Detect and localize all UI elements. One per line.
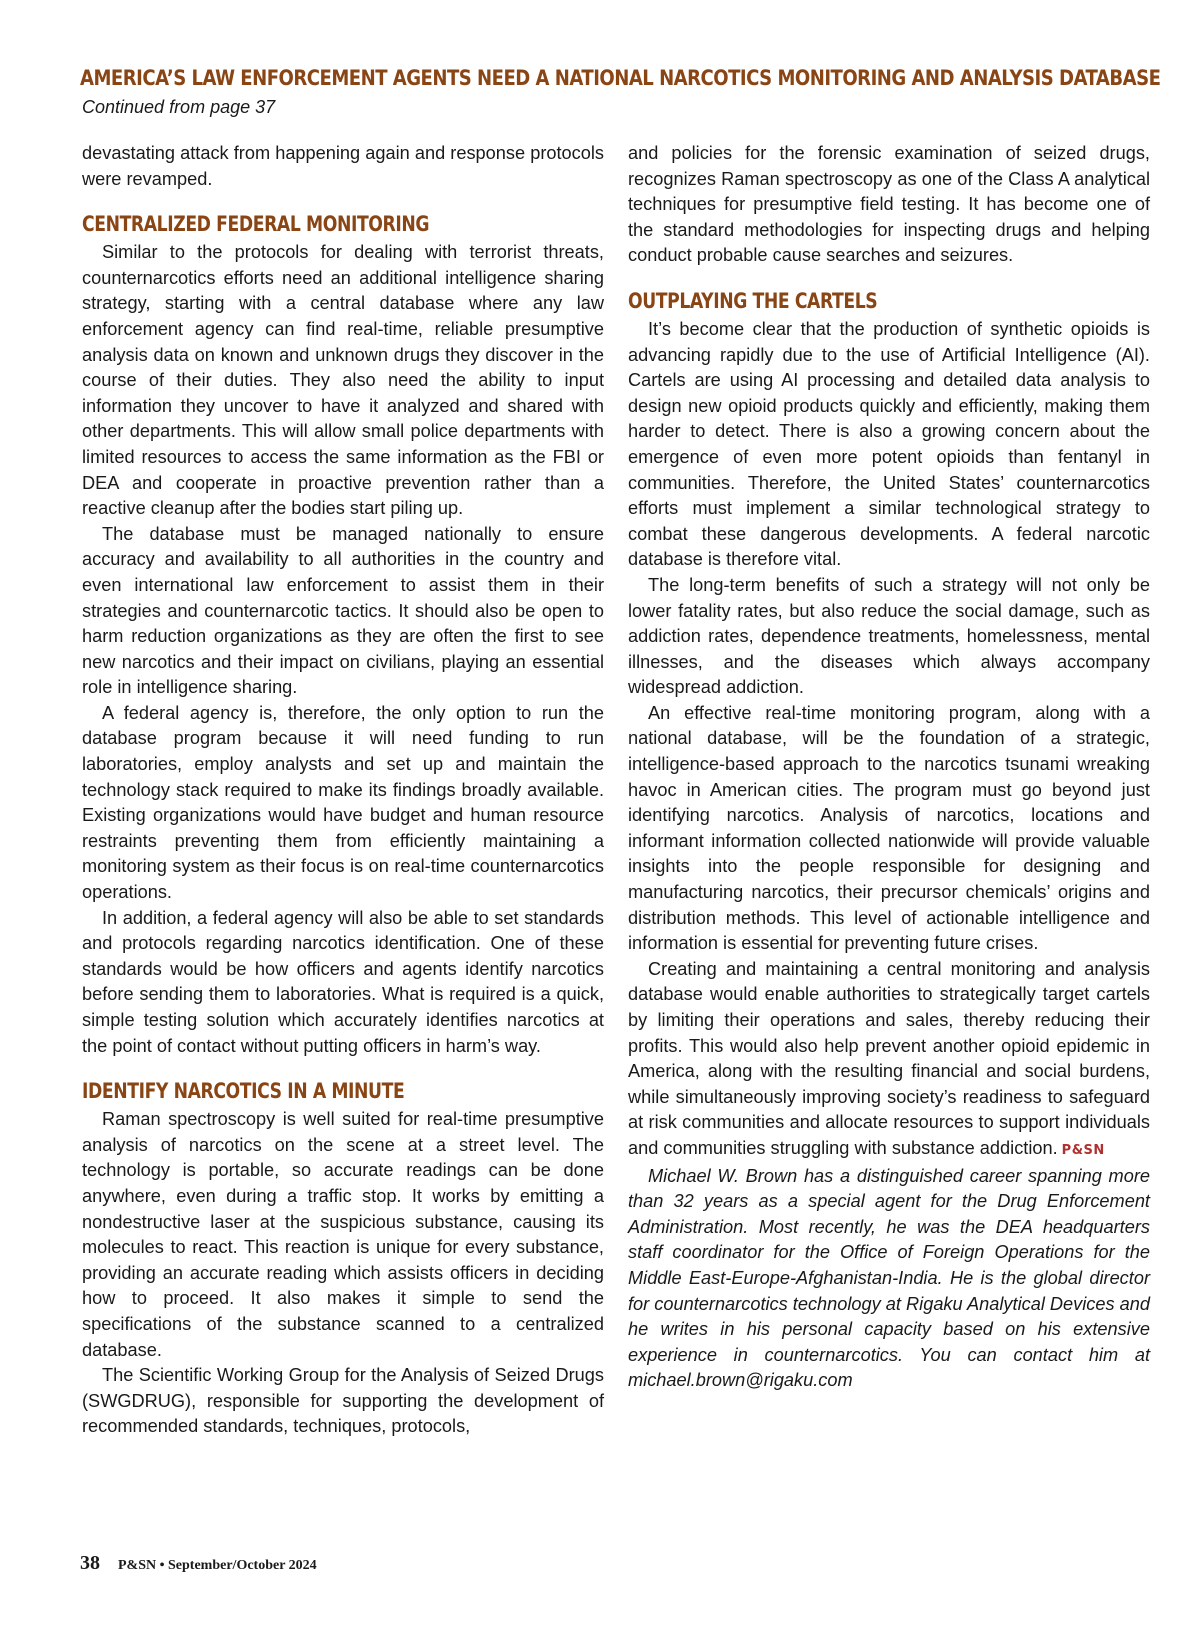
body-paragraph: In addition, a federal agency will also be able to set standards and protocols regarding narcotics identification. One of these standards would be how officers and agents identify narcotics before sending them to laboratories. What is required is a quick, simple testing solution which accurately identifies narcotics at the point of contact without putting officers in harm’s way. [82, 907, 604, 1056]
body-paragraph: Similar to the protocols for dealing with terrorist threats, counternarcotics efforts need an additional intelligence sharing strategy, starting with a central database where any law enforcement agency can find real-time, reliable presumptive analysis data on known and unknown drugs they discover in the course of their duties. They also need the ability to input information they uncover to have it analyzed and shared with other departments. This will allow small police departments with limited resources to access the same information as the FBI or DEA and cooperate in proactive prevention rather than a reactive cleanup after the bodies start piling up. [82, 242, 604, 519]
section-heading-centralized: CENTRALIZED FEDERAL MONITORING [82, 212, 430, 237]
left-column [82, 141, 604, 1440]
continued-paragraph: and policies for the forensic examination of seized drugs, recognizes Raman spectroscopy as one of the Class A analytical techniques for presumptive field testing. It has become one of the standard methodologies for inspecting drugs and helping conduct probable cause searches and seizures. [628, 143, 1150, 266]
page-footer [80, 1552, 317, 1575]
publication-info: P&SN • September/October 2024 [118, 1558, 317, 1573]
continued-note: Continued from page 37 [82, 97, 276, 117]
body-paragraph: The database must be managed nationally to ensure accuracy and availability to all authorities in the country and even international law enforcement to assist them in their strategies and counternarcotic tactics. It should also be open to harm reduction organizations as they are often the first to see new narcotics and their impact on civilians, playing an essential role in intelligence sharing. [82, 523, 604, 698]
article-headline: AMERICA’S LAW ENFORCEMENT AGENTS NEED A NATIONAL NARCOTICS MONITORING AND ANALYSIS DATABASE [80, 66, 1161, 90]
body-paragraph: A federal agency is, therefore, the only option to run the database program because it will need funding to run laboratories, employ analysts and set up and maintain the technology stack required to make its findings broadly available. Existing organizations would have budget and human resource restraints preventing them from efficiently maintaining a monitoring system as their focus is on real-time counternarcotics operations. [82, 702, 604, 903]
intro-paragraph: devastating attack from happening again and response protocols were revamped. [82, 143, 604, 189]
page-number: 38 [80, 1552, 100, 1574]
body-paragraph: Raman spectroscopy is well suited for real-time presumptive analysis of narcotics on the scene at a street level. The technology is portable, so accurate readings can be done anywhere, even during a traffic stop. It works by emitting a nondestructive laser at the suspicious substance, causing its molecules to react. This reaction is unique for every substance, providing an accurate reading which assists officers in deciding how to proceed. It also makes it simple to send the specifications of the substance scanned to a centralized database. [82, 1109, 604, 1360]
right-column [628, 141, 1150, 1394]
body-paragraph: An effective real-time monitoring program, along with a national database, will be the foundation of a strategic, intelligence-based approach to the narcotics tsunami wreaking havoc in American cities. The program must go beyond just identifying narcotics. Analysis of narcotics, locations and informant information collected nationwide will provide valuable insights into the people responsible for designing and manufacturing narcotics, their precursor chemicals’ origins and distribution methods. This level of actionable intelligence and information is essential for preventing future crises. [628, 702, 1150, 954]
final-paragraph-text: Creating and maintaining a central monitoring and analysis database would enable authorities to strategically target cartels by limiting their operations and sales, thereby reducing their profits. This would also help prevent another opioid epidemic in America, along with the resulting financial and social burdens, while simultaneously improving society’s readiness to safeguard at risk communities and allocate resources to support individuals and communities struggling with substance addiction. [628, 958, 1150, 1158]
body-paragraph: The Scientific Working Group for the Analysis of Seized Drugs (SWGDRUG), responsible for supporting the development of recommended standards, techniques, protocols, [82, 1365, 604, 1437]
body-paragraph: It’s become clear that the production of synthetic opioids is advancing rapidly due to the use of Artificial Intelligence (AI). Cartels are using AI processing and detailed data analysis to design new opioid products quickly and efficiently, making them harder to detect. There is also a growing concern about the emergence of even more potent opioids than fentanyl in communities. Therefore, the United States’ counternarcotics efforts must implement a similar technological strategy to combat these dangerous developments. A federal narcotic database is therefore vital. [628, 318, 1150, 570]
section-heading-identify: IDENTIFY NARCOTICS IN A MINUTE [82, 1079, 405, 1104]
section-heading-outplaying: OUTPLAYING THE CARTELS [628, 288, 878, 313]
author-bio: Michael W. Brown has a distinguished career spanning more than 32 years as a special agent for the Drug Enforcement Administration. Most recently, he was the DEA headquarters staff coordinator for the Office of Foreign Operations for the Middle East-Europe-Afghanistan-India. He is the global director for counternarcotics technology at Rigaku Analytical Devices and he writes in his personal capacity based on his extensive experience in counternarcotics. You can contact him at michael.brown@rigaku.com [628, 1165, 1150, 1391]
signoff-mark: P&SN [1061, 1142, 1105, 1158]
final-paragraph [628, 957, 1150, 1164]
body-paragraph: The long-term benefits of such a strategy will not only be lower fatality rates, but also reduce the social damage, such as addiction rates, dependence treatments, homelessness, mental illnesses, and the diseases which always accompany widespread addiction. [628, 574, 1150, 698]
